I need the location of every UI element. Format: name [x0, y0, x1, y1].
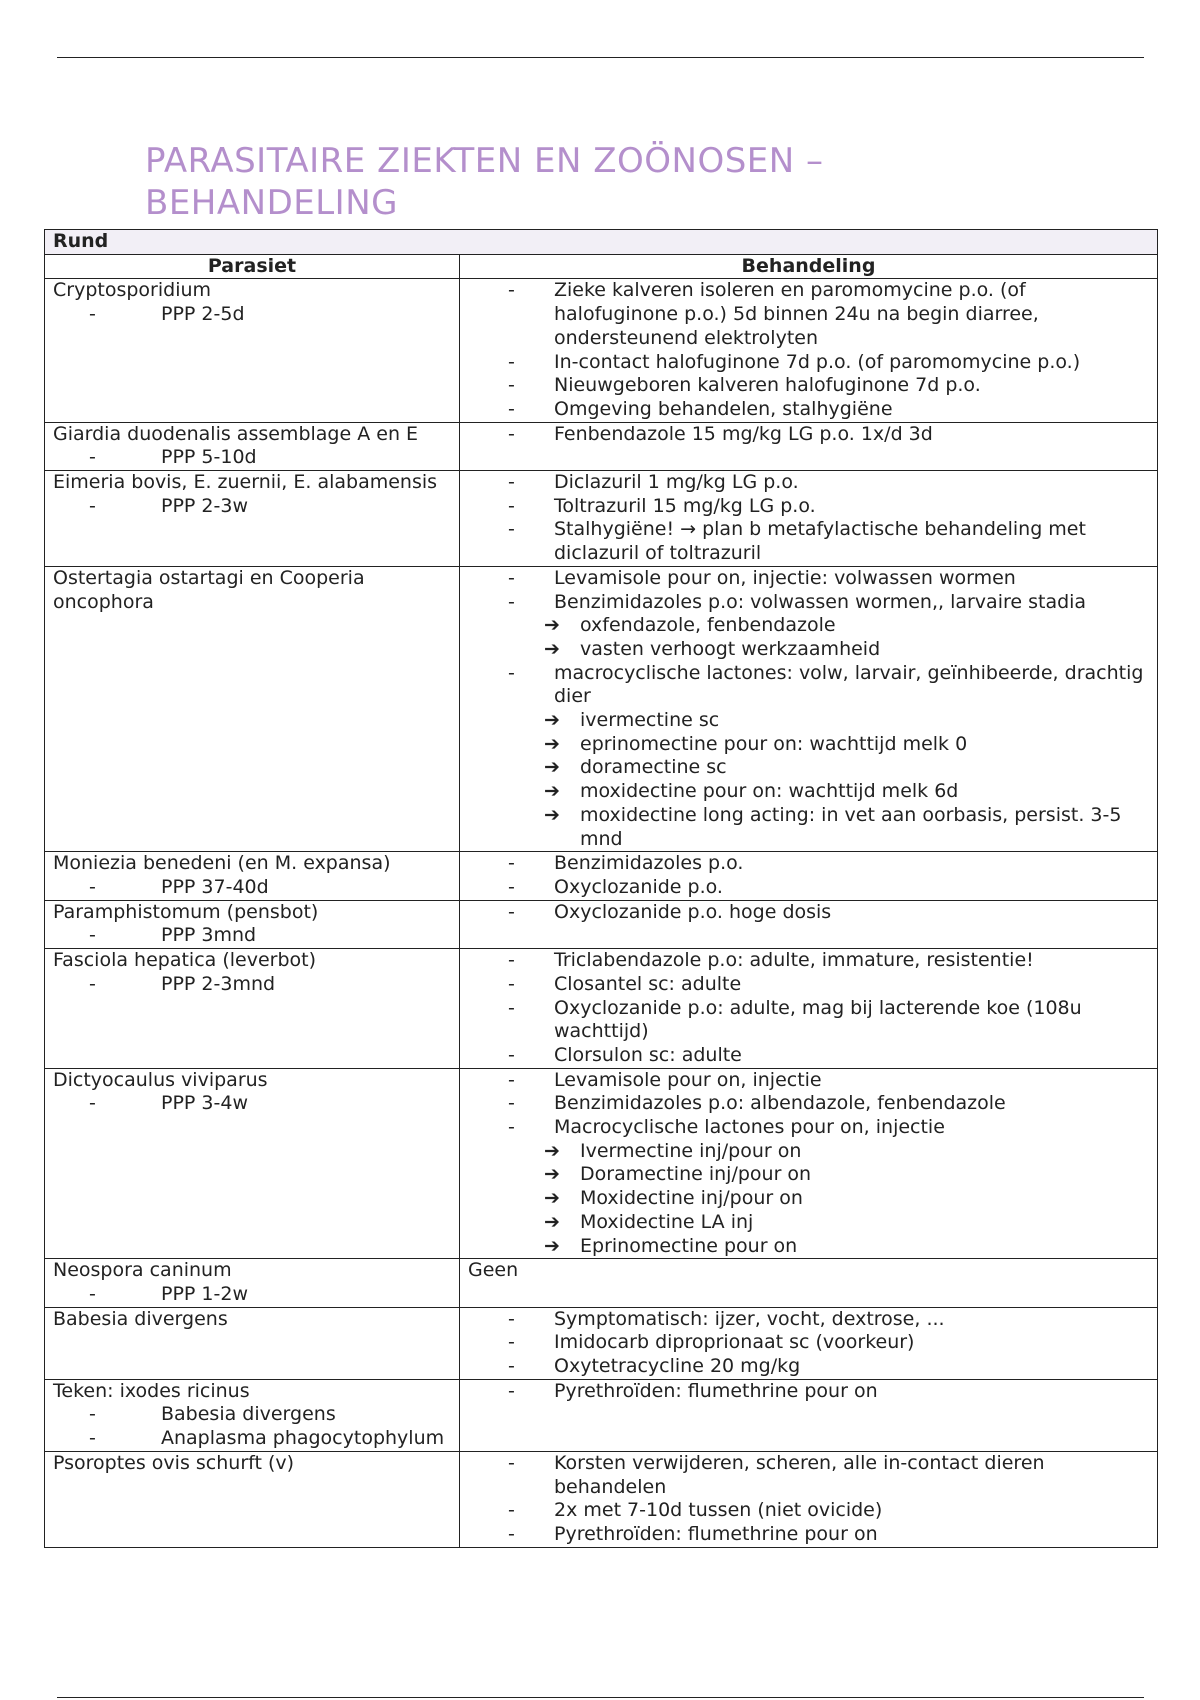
- treatment-item: [468, 1092, 1149, 1116]
- parasite-detail-text: PPP 2-3w: [161, 494, 248, 517]
- dash-marker: -: [89, 494, 96, 517]
- dash-marker: -: [508, 1355, 515, 1378]
- parasite-detail-text: Babesia divergens: [161, 1403, 336, 1426]
- dash-marker: -: [508, 900, 515, 923]
- treatment-cell: [460, 566, 1158, 851]
- treatment-cell: [460, 949, 1158, 1069]
- arrow-marker: ➔: [544, 1234, 560, 1257]
- parasite-cell: [45, 852, 460, 900]
- treatment-item: [468, 518, 1149, 565]
- treatment-item: [468, 567, 1149, 591]
- treatment-subitem-text: moxidectine long acting: in vet aan oorbasis, persist. 3-5 mnd: [580, 803, 1122, 850]
- treatment-item: [468, 949, 1149, 973]
- table-row: [45, 1451, 1158, 1547]
- parasite-name: Babesia divergens: [53, 1307, 228, 1330]
- dash-marker: -: [89, 1403, 96, 1426]
- treatment-item: [468, 1355, 1149, 1379]
- treatment-item-text: Pyrethroïden: flumethrine pour on: [554, 1522, 878, 1545]
- parasite-name: Paramphistomum (pensbot): [53, 900, 319, 923]
- treatment-item: [468, 279, 1149, 350]
- parasite-detail: [53, 1092, 451, 1116]
- dash-marker: -: [508, 1116, 515, 1139]
- table-row: [45, 1379, 1158, 1451]
- parasite-detail-text: PPP 5-10d: [161, 446, 257, 469]
- parasite-cell: [45, 1259, 460, 1307]
- treatment-subitem-text: Moxidectine inj/pour on: [580, 1187, 803, 1210]
- parasite-name: Teken: ixodes ricinus: [53, 1379, 250, 1402]
- dash-marker: -: [508, 972, 515, 995]
- treatment-item-text: Nieuwgeboren kalveren halofuginone 7d p.o.: [554, 374, 981, 397]
- treatment-item-text: Triclabendazole p.o: adulte, immature, resistentie!: [554, 949, 1034, 972]
- treatment-item: [468, 374, 1149, 398]
- treatment-item-text: Zieke kalveren isoleren en paromomycine p.o. (of halofuginone p.o.) 5d binnen 24u na begin diarree, ondersteunend elektrolyten: [554, 279, 1039, 349]
- parasite-name: Psoroptes ovis schurft (v): [53, 1451, 295, 1474]
- parasite-name: Dictyocaulus viviparus: [53, 1068, 268, 1091]
- table-row: [45, 852, 1158, 900]
- treatment-item-text: Korsten verwijderen, scheren, alle in-contact dieren behandelen: [554, 1451, 1045, 1498]
- arrow-marker: ➔: [544, 803, 560, 826]
- treatment-cell: [460, 279, 1158, 422]
- treatment-item-text: Benzimidazoles p.o.: [554, 852, 744, 875]
- dash-marker: -: [89, 1427, 96, 1450]
- parasite-cell: [45, 1379, 460, 1451]
- table-row: [45, 1307, 1158, 1379]
- dash-marker: -: [508, 397, 515, 420]
- treatment-subitem: [468, 638, 1149, 662]
- treatment-cell: [460, 900, 1158, 948]
- treatment-item: [468, 997, 1149, 1044]
- parasite-name: Eimeria bovis, E. zuernii, E. alabamensis: [53, 471, 438, 494]
- treatment-item-text: Closantel sc: adulte: [554, 972, 742, 995]
- parasite-cell: [45, 1451, 460, 1547]
- parasite-name: Ostertagia ostartagi en Cooperia oncophora: [53, 566, 365, 613]
- dash-marker: -: [508, 518, 515, 541]
- treatment-subitem-text: Eprinomectine pour on: [580, 1234, 798, 1257]
- treatment-subitem-text: Moxidectine LA inj: [580, 1210, 754, 1233]
- treatment-item: [468, 876, 1149, 900]
- treatment-item-text: Fenbendazole 15 mg/kg LG p.o. 1x/d 3d: [554, 422, 933, 445]
- dash-marker: -: [89, 303, 96, 326]
- footer-rule: [57, 1697, 1144, 1698]
- parasite-detail: [53, 973, 451, 997]
- parasite-cell: [45, 279, 460, 422]
- treatment-cell: [460, 1451, 1158, 1547]
- dash-marker: -: [508, 852, 515, 875]
- dash-marker: -: [508, 661, 515, 684]
- arrow-marker: ➔: [544, 1139, 560, 1162]
- dash-marker: -: [508, 494, 515, 517]
- dash-marker: -: [508, 1307, 515, 1330]
- section-row: [45, 230, 1158, 255]
- treatment-subitem-text: oxfendazole, fenbendazole: [580, 614, 836, 637]
- treatment-subitem: [468, 709, 1149, 733]
- header-row: [45, 254, 1158, 279]
- parasite-name: Giardia duodenalis assemblage A en E: [53, 422, 419, 445]
- treatment-item-text: macrocyclische lactones: volw, larvair, geïnhibeerde, drachtig dier: [554, 661, 1144, 708]
- section-label: Rund: [45, 230, 1158, 255]
- parasite-detail: [53, 924, 451, 948]
- parasite-name: Cryptosporidium: [53, 279, 212, 302]
- dash-marker: -: [508, 1451, 515, 1474]
- parasite-name: Neospora caninum: [53, 1259, 232, 1282]
- parasite-name: Fasciola hepatica (leverbot): [53, 949, 317, 972]
- parasite-detail: [53, 1283, 451, 1307]
- treatment-subitem: [468, 614, 1149, 638]
- parasite-detail-text: PPP 3mnd: [161, 924, 257, 947]
- treatment-item: [468, 351, 1149, 375]
- parasite-detail-text: Anaplasma phagocytophylum: [161, 1427, 445, 1450]
- treatment-item: [468, 591, 1149, 615]
- treatment-item-text: Symptomatisch: ijzer, vocht, dextrose, ...: [554, 1307, 945, 1330]
- arrow-marker: ➔: [544, 1187, 560, 1210]
- treatment-item: [468, 1308, 1149, 1332]
- dash-marker: -: [508, 590, 515, 613]
- treatment-subitem-text: Ivermectine inj/pour on: [580, 1139, 802, 1162]
- treatment-item: [468, 1499, 1149, 1523]
- treatment-cell: [460, 852, 1158, 900]
- treatment-item: [468, 1452, 1149, 1499]
- treatment-subitem: [468, 804, 1149, 851]
- parasite-cell: [45, 949, 460, 1069]
- treatment-item: [468, 1380, 1149, 1404]
- treatment-item-text: Pyrethroïden: flumethrine pour on: [554, 1379, 878, 1402]
- arrow-marker: ➔: [544, 614, 560, 637]
- treatment-item: [468, 1331, 1149, 1355]
- column-header-treatment: Behandeling: [460, 254, 1158, 279]
- table-row: [45, 1068, 1158, 1259]
- treatment-item-text: Clorsulon sc: adulte: [554, 1043, 742, 1066]
- arrow-marker: ➔: [544, 709, 560, 732]
- dash-marker: -: [89, 446, 96, 469]
- treatment-cell: [460, 1379, 1158, 1451]
- treatment-item: [468, 1523, 1149, 1547]
- parasite-detail: [53, 1427, 451, 1451]
- dash-marker: -: [508, 279, 515, 302]
- table-row: [45, 422, 1158, 470]
- treatment-subitem-text: doramectine sc: [580, 756, 727, 779]
- dash-marker: -: [508, 471, 515, 494]
- treatment-item: [468, 471, 1149, 495]
- treatment-subitem-text: eprinomectine pour on: wachttijd melk 0: [580, 732, 968, 755]
- dash-marker: -: [508, 422, 515, 445]
- treatment-item-text: Imidocarb diproprionaat sc (voorkeur): [554, 1331, 915, 1354]
- parasite-cell: [45, 422, 460, 470]
- parasite-detail-text: PPP 1-2w: [161, 1282, 248, 1305]
- parasite-cell: [45, 1068, 460, 1259]
- treatment-item-text: Benzimidazoles p.o: albendazole, fenbendazole: [554, 1092, 1006, 1115]
- dash-marker: -: [508, 1499, 515, 1522]
- treatment-item-text: Toltrazuril 15 mg/kg LG p.o.: [554, 494, 816, 517]
- treatment-subitem: [468, 1235, 1149, 1259]
- parasite-detail-text: PPP 3-4w: [161, 1092, 248, 1115]
- treatment-subitem-text: ivermectine sc: [580, 709, 720, 732]
- treatment-item: [468, 901, 1149, 925]
- dash-marker: -: [508, 1092, 515, 1115]
- treatment-item-text: Benzimidazoles p.o: volwassen wormen,, larvaire stadia: [554, 590, 1087, 613]
- parasite-detail: [53, 446, 451, 470]
- dash-marker: -: [508, 996, 515, 1019]
- dash-marker: -: [508, 1331, 515, 1354]
- treatment-item-text: 2x met 7-10d tussen (niet ovicide): [554, 1499, 883, 1522]
- dash-marker: -: [89, 972, 96, 995]
- treatment-item-text: In-contact halofuginone 7d p.o. (of paromomycine p.o.): [554, 350, 1081, 373]
- treatment-item-text: Stalhygiëne! → plan b metafylactische behandeling met diclazuril of toltrazuril: [554, 518, 1086, 565]
- dash-marker: -: [89, 1092, 96, 1115]
- treatment-item: [468, 1116, 1149, 1140]
- dash-marker: -: [89, 1282, 96, 1305]
- treatment-item: [468, 1044, 1149, 1068]
- table-row: [45, 1259, 1158, 1307]
- treatment-subitem-text: Doramectine inj/pour on: [580, 1163, 812, 1186]
- table-row: [45, 566, 1158, 851]
- treatment-item: [468, 495, 1149, 519]
- treatment-cell: [460, 1307, 1158, 1379]
- parasite-name: Moniezia benedeni (en M. expansa): [53, 852, 391, 875]
- parasite-detail: [53, 495, 451, 519]
- parasite-detail-text: PPP 2-3mnd: [161, 972, 276, 995]
- parasite-cell: [45, 471, 460, 567]
- parasite-cell: [45, 1307, 460, 1379]
- dash-marker: -: [508, 875, 515, 898]
- page-title: PARASITAIRE ZIEKTEN EN ZOÖNOSEN – BEHANDELING: [145, 141, 824, 223]
- treatment-item-text: Oxyclozanide p.o. hoge dosis: [554, 900, 832, 923]
- dash-marker: -: [508, 1522, 515, 1545]
- treatment-subitem-text: moxidectine pour on: wachttijd melk 6d: [580, 780, 959, 803]
- dash-marker: -: [89, 875, 96, 898]
- treatment-item-text: Levamisole pour on, injectie: [554, 1068, 822, 1091]
- treatment-cell: [460, 471, 1158, 567]
- table-row: [45, 279, 1158, 422]
- treatment-item-text: Oxyclozanide p.o: adulte, mag bij lacterende koe (108u wachttijd): [554, 996, 1082, 1043]
- dash-marker: -: [508, 374, 515, 397]
- treatment-item: [468, 423, 1149, 447]
- treatment-item-text: Omgeving behandelen, stalhygiëne: [554, 397, 893, 420]
- treatment-item: [468, 1069, 1149, 1093]
- arrow-marker: ➔: [544, 637, 560, 660]
- dash-marker: -: [508, 1379, 515, 1402]
- parasite-detail-text: PPP 2-5d: [161, 303, 245, 326]
- treatment-item-text: Levamisole pour on, injectie: volwassen wormen: [554, 566, 1016, 589]
- dash-marker: -: [508, 350, 515, 373]
- dash-marker: -: [89, 924, 96, 947]
- treatment-subitem: [468, 756, 1149, 780]
- parasite-detail-text: PPP 37-40d: [161, 875, 269, 898]
- parasite-detail: [53, 1403, 451, 1427]
- treatment-item: [468, 398, 1149, 422]
- treatment-item-text: Diclazuril 1 mg/kg LG p.o.: [554, 471, 799, 494]
- treatment-subitem: [468, 733, 1149, 757]
- parasite-cell: [45, 566, 460, 851]
- table-row: [45, 471, 1158, 567]
- treatment-table: [44, 229, 1158, 1548]
- dash-marker: -: [508, 566, 515, 589]
- treatment-text: Geen: [468, 1259, 519, 1282]
- column-header-parasite: Parasiet: [45, 254, 460, 279]
- treatment-item: [468, 662, 1149, 709]
- arrow-marker: ➔: [544, 780, 560, 803]
- treatment-cell: [460, 1259, 1158, 1307]
- header-rule: [57, 57, 1144, 58]
- treatment-cell: [460, 1068, 1158, 1259]
- treatment-subitem: [468, 1140, 1149, 1164]
- treatment-item: [468, 973, 1149, 997]
- parasite-detail: [53, 303, 451, 327]
- arrow-marker: ➔: [544, 1210, 560, 1233]
- arrow-marker: ➔: [544, 732, 560, 755]
- dash-marker: -: [508, 1043, 515, 1066]
- treatment-subitem: [468, 1211, 1149, 1235]
- treatment-subitem: [468, 780, 1149, 804]
- treatment-item: [468, 852, 1149, 876]
- treatment-item-text: Oxytetracycline 20 mg/kg: [554, 1355, 801, 1378]
- parasite-cell: [45, 900, 460, 948]
- dash-marker: -: [508, 1068, 515, 1091]
- treatment-item-text: Macrocyclische lactones pour on, injectie: [554, 1116, 945, 1139]
- table-row: [45, 949, 1158, 1069]
- treatment-subitem-text: vasten verhoogt werkzaamheid: [580, 637, 881, 660]
- treatment-subitem: [468, 1187, 1149, 1211]
- parasite-detail: [53, 876, 451, 900]
- table-row: [45, 900, 1158, 948]
- dash-marker: -: [508, 949, 515, 972]
- treatment-subitem: [468, 1163, 1149, 1187]
- arrow-marker: ➔: [544, 756, 560, 779]
- arrow-marker: ➔: [544, 1163, 560, 1186]
- treatment-item-text: Oxyclozanide p.o.: [554, 875, 723, 898]
- treatment-cell: [460, 422, 1158, 470]
